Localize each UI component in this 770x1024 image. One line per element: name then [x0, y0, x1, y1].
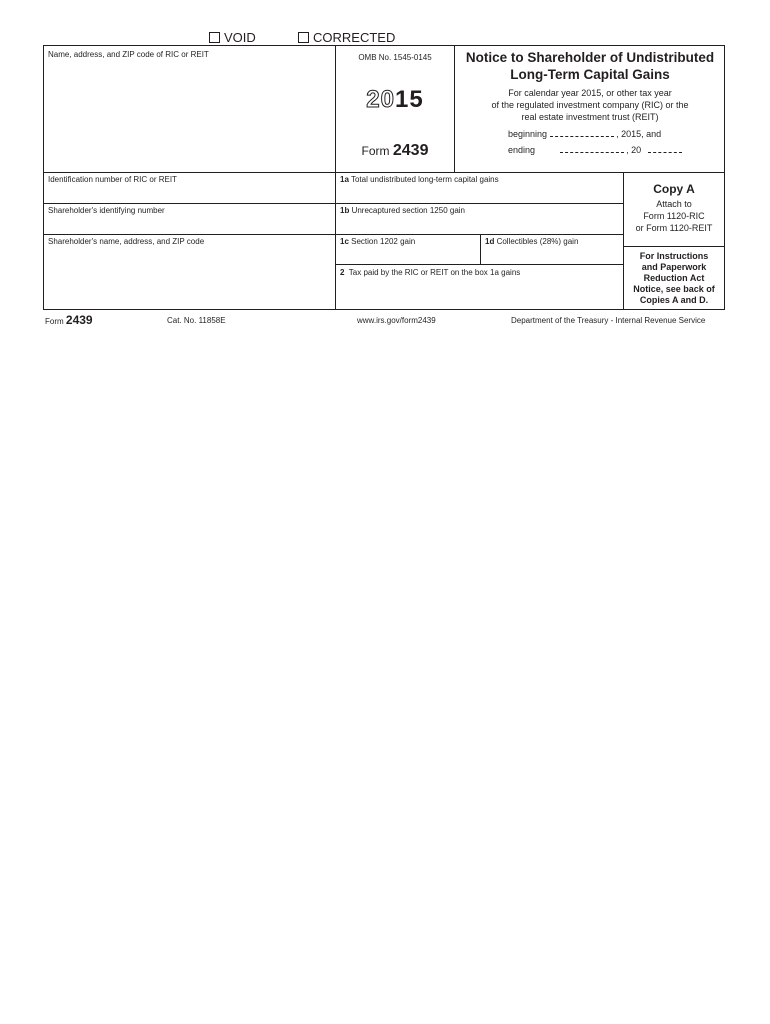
box-1c-number: 1c [340, 237, 349, 246]
tax-year [336, 86, 454, 114]
ending-label: ending [508, 145, 536, 155]
instr-line4: Notice, see back of [633, 284, 715, 294]
box-1c-label [340, 237, 415, 246]
corrected-label: CORRECTED [313, 30, 396, 45]
box-1d-text: Collectibles (28%) gain [496, 237, 579, 246]
ending-suffix: , 20 [626, 145, 642, 155]
beginning-label: beginning [508, 129, 548, 139]
box-1d-label [485, 237, 578, 246]
checkbox-square-icon[interactable] [209, 32, 220, 43]
payer-name-label: Name, address, and ZIP code of RIC or REIT [48, 50, 209, 59]
shareholder-name-label: Shareholder's name, address, and ZIP code [48, 237, 205, 246]
instr-line1: For Instructions [639, 251, 709, 261]
subtitle-line3: real estate investment trust (REIT) [521, 112, 659, 122]
void-label: VOID [224, 30, 256, 45]
box-2-label [340, 268, 520, 277]
instr-line2: and Paperwork [641, 262, 707, 272]
copy-a-title: Copy A [653, 182, 695, 196]
form-word: Form [361, 144, 390, 158]
form-number: 2439 [392, 142, 429, 159]
footer-form-num: 2439 [65, 313, 93, 327]
shareholder-id-label: Shareholder's identifying number [48, 206, 165, 215]
omb-number: OMB No. 1545-0145 [358, 53, 432, 62]
box-1b-text: Unrecaptured section 1250 gain [351, 206, 465, 215]
form-title [456, 49, 724, 83]
box-2-text: Tax paid by the RIC or REIT on the box 1a gains [348, 268, 521, 277]
ric-id-label: Identification number of RIC or REIT [48, 175, 177, 184]
footer-form-number [45, 313, 93, 327]
attach-line3: or Form 1120-REIT [635, 223, 713, 233]
form-title-line1: Notice to Shareholder of Undistributed [465, 50, 715, 65]
tax-year-prefix: 20 [366, 86, 395, 113]
beginning-date-field[interactable] [550, 128, 614, 137]
ending-row [508, 143, 682, 155]
box-1a-text: Total undistributed long-term capital gains [350, 175, 499, 184]
ending-year-field[interactable] [648, 143, 682, 153]
footer-department: Department of the Treasury - Internal Revenue Service [511, 316, 706, 325]
instr-line5: Copies A and D. [639, 295, 709, 305]
subtitle-line2: of the regulated investment company (RIC) or the [491, 100, 689, 110]
beginning-suffix: , 2015, and [616, 129, 662, 139]
footer-url[interactable]: www.irs.gov/form2439 [357, 316, 436, 325]
box-1c-text: Section 1202 gain [351, 237, 416, 246]
ending-date-field[interactable] [560, 143, 624, 153]
copy-a-attach [624, 198, 724, 234]
void-checkbox[interactable] [209, 30, 256, 45]
form-title-line2: Long-Term Capital Gains [510, 67, 670, 82]
instructions-note [624, 251, 724, 306]
beginning-row [508, 128, 661, 139]
corrected-checkbox[interactable] [298, 30, 395, 45]
tax-year-suffix: 15 [395, 86, 424, 113]
form-subtitle [456, 87, 724, 123]
form-2439-grid [43, 45, 725, 310]
box-1d-number: 1d [485, 237, 495, 246]
subtitle-line1: For calendar year 2015, or other tax year [508, 88, 672, 98]
box-1b-number: 1b [340, 206, 350, 215]
box-1a-label [340, 175, 499, 184]
checkbox-square-icon[interactable] [298, 32, 309, 43]
attach-line2: Form 1120-RIC [643, 211, 705, 221]
attach-line1: Attach to [656, 199, 692, 209]
instr-line3: Reduction Act [643, 273, 705, 283]
footer-form-word: Form [45, 317, 64, 326]
box-1b-label [340, 206, 465, 215]
box-2-number: 2 [340, 268, 345, 277]
form-number-block [336, 142, 454, 160]
footer-cat-no: Cat. No. 11858E [167, 316, 226, 325]
box-1a-number: 1a [340, 175, 349, 184]
